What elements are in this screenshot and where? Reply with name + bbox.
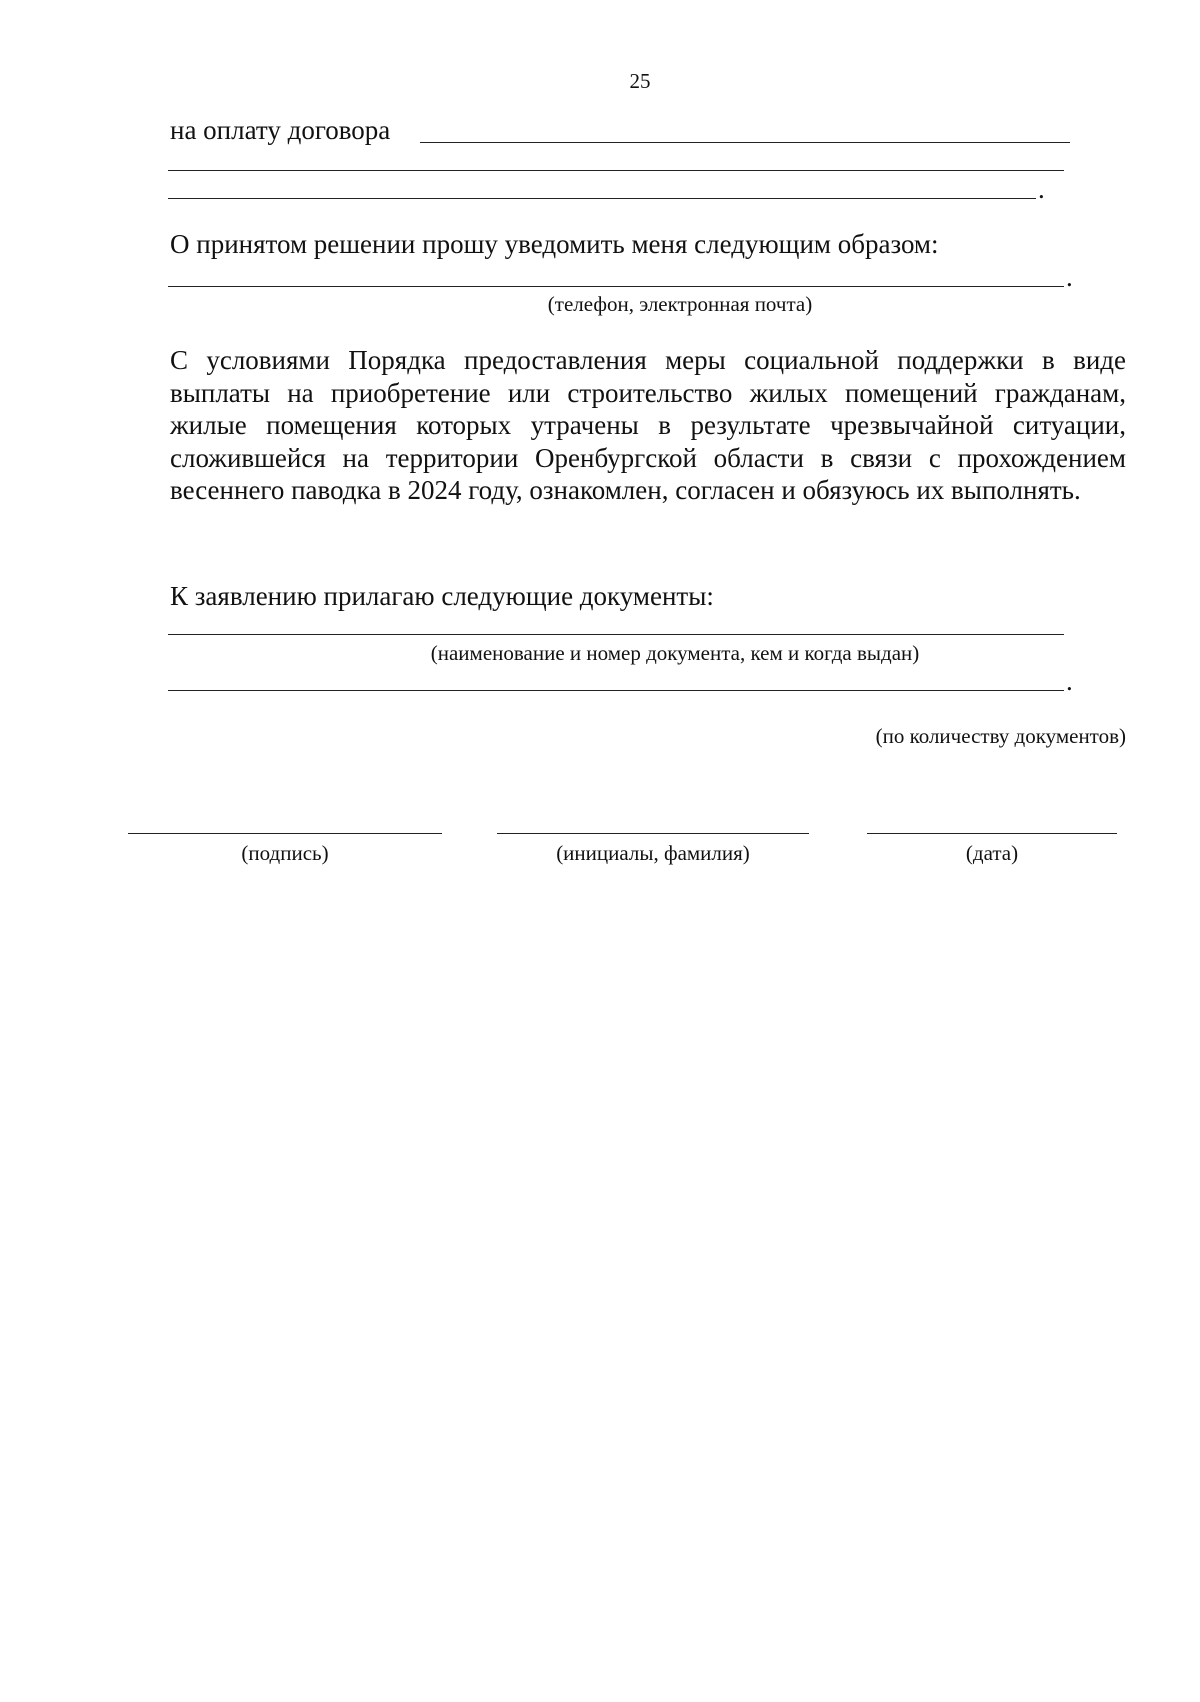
payment-label: на оплату договора — [170, 115, 391, 145]
payment-fill-line-3 — [168, 198, 1036, 199]
notify-hint: (телефон, электронная почта) — [547, 292, 813, 316]
signature-label: (подпись) — [241, 841, 329, 865]
name-line — [497, 833, 809, 834]
attachments-end-dot: . — [1066, 666, 1073, 696]
attachments-hint: (наименование и номер документа, кем и когда выдан) — [430, 641, 920, 665]
payment-fill-line-2 — [168, 170, 1064, 171]
attachments-fill-line-2 — [168, 690, 1064, 691]
page-number: 25 — [629, 69, 651, 93]
notify-text: О принятом решении прошу уведомить меня следующим образом: — [170, 229, 939, 259]
date-line — [867, 833, 1117, 834]
attachments-fill-line-1 — [168, 634, 1064, 635]
attachments-count-note: (по количеству документов) — [875, 724, 1126, 748]
name-label: (инициалы, фамилия) — [556, 841, 750, 865]
payment-fill-line-1 — [420, 142, 1070, 143]
attachments-intro: К заявлению прилагаю следующие документы: — [170, 581, 714, 611]
date-label: (дата) — [965, 841, 1019, 865]
conditions-paragraph: С условиями Порядка предоставления меры социальной поддержки в виде выплаты на приобретение или строительство жилых помещений гражданам, жилые помещения которых утрачены в результате чрезвычайной ситуации, сложившейся на территории Оренбургской области в связи с прохождением весеннего паводка в 2024 году, ознакомлен, согласен и обязуюсь их выполнять. — [170, 345, 1126, 505]
notify-end-dot: . — [1066, 262, 1073, 292]
notify-fill-line — [168, 286, 1064, 287]
payment-end-dot: . — [1038, 174, 1045, 204]
signature-line — [128, 833, 442, 834]
